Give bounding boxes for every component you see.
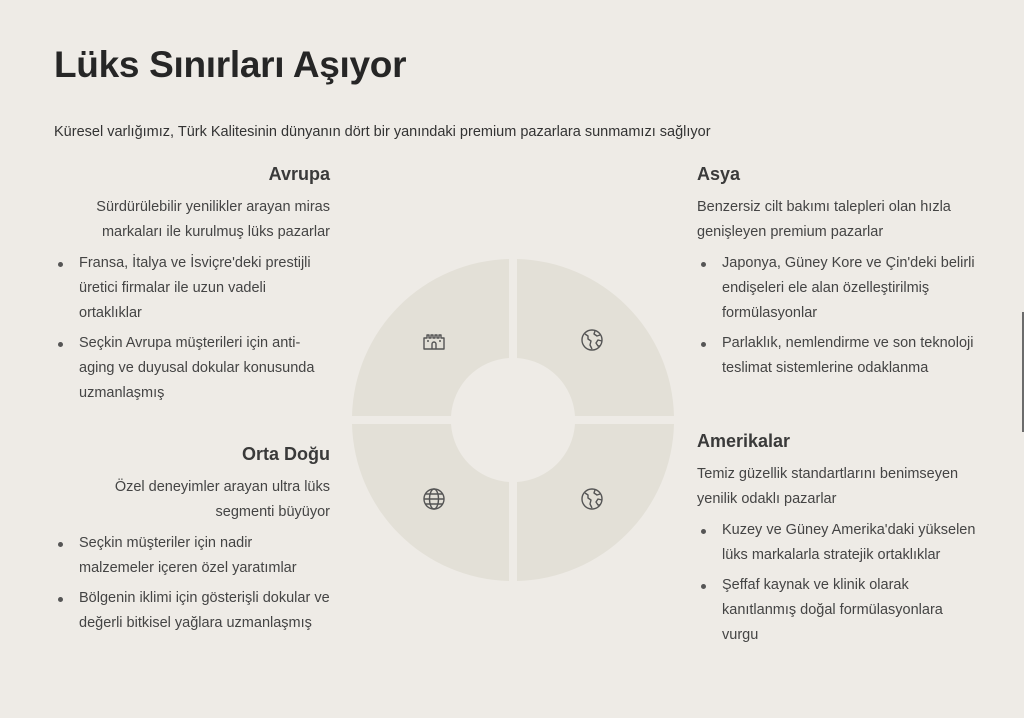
list-item: Japonya, Güney Kore ve Çin'deki belirli endişeleri ele alan özelleştirilmiş formülasyonlar (697, 251, 977, 326)
region-americas-desc: Temiz güzellik standartlarını benimseyen yenilik odaklı pazarlar (697, 466, 959, 507)
list-item: Kuzey ve Güney Amerika'daki yükselen lüks markalarla stratejik ortaklıklar (697, 518, 977, 568)
region-americas (697, 431, 977, 653)
region-middle-east-desc: Özel deneyimler arayan ultra lüks segmenti büyüyor (114, 479, 330, 520)
earth-icon (579, 486, 605, 512)
region-wheel-graphic (352, 259, 674, 581)
region-asia-desc: Benzersiz cilt bakımı talepleri olan hızla genişleyen premium pazarlar (697, 199, 951, 240)
region-asia-title: Asya (697, 164, 741, 184)
region-americas-title: Amerikalar (697, 431, 791, 451)
list-item: Şeffaf kaynak ve klinik olarak kanıtlanmış doğal formülasyonlara vurgu (697, 573, 977, 648)
globe-icon (421, 486, 447, 512)
list-item: Bölgenin iklimi için gösterişli dokular ve değerli bitkisel yağlara uzmanlaşmış (54, 586, 330, 636)
list-item: Fransa, İtalya ve İsviçre'deki prestijli üretici firmalar ile uzun vadeli ortaklıklar (54, 251, 330, 326)
region-wheel (352, 259, 674, 581)
region-asia (697, 164, 977, 386)
region-middle-east-title: Orta Doğu (242, 444, 330, 464)
earth-icon (579, 327, 605, 353)
list-item: Parlaklık, nemlendirme ve son teknoloji teslimat sistemlerine odaklanma (697, 331, 977, 381)
page-title: Lüks Sınırları Aşıyor (54, 44, 407, 85)
castle-icon (421, 327, 447, 353)
list-item: Seçkin Avrupa müşterileri için anti-aging ve duyusal dokular konusunda uzmanlaşmış (54, 331, 330, 406)
region-europe (54, 164, 330, 411)
list-item: Seçkin müşteriler için nadir malzemeler içeren özel yaratımlar (54, 531, 330, 581)
region-middle-east-list (54, 531, 330, 636)
region-middle-east (54, 444, 330, 641)
region-europe-desc: Sürdürülebilir yenilikler arayan miras markaları ile kurulmuş lüks pazarlar (96, 199, 330, 240)
region-americas-list (697, 518, 977, 648)
region-europe-list (54, 251, 330, 406)
region-asia-list (697, 251, 977, 381)
page-subtitle: Küresel varlığımız, Türk Kalitesinin dünyanın dört bir yanındaki premium pazarlara sunmamızı sağlıyor (54, 124, 711, 140)
region-europe-title: Avrupa (268, 164, 330, 184)
